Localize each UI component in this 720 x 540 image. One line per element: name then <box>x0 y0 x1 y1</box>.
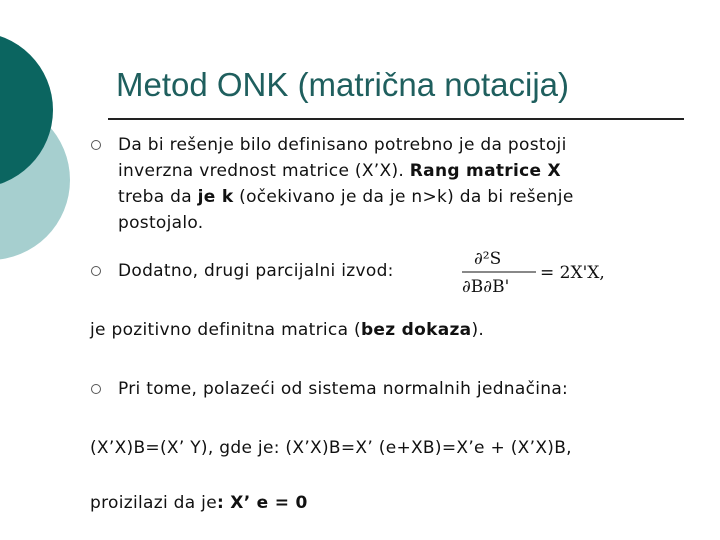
conclusion-emphasis: : X’ e = 0 <box>216 493 308 513</box>
k-emphasis: je k <box>197 187 234 207</box>
bullet-2-text: Dodatno, drugi parcijalni izvod: <box>118 261 394 281</box>
bullet-marker-1 <box>91 140 101 150</box>
paragraph-positive-definite: je pozitivno definitna matrica (bez dokaza). <box>90 320 485 340</box>
rank-emphasis: Rang matrice X <box>409 161 561 181</box>
bullet-3-text: Pri tome, polazeći od sistema normalnih jednačina: <box>118 379 569 399</box>
bullet-1-line-3: treba da je k (očekivano je da je n>k) da bi rešenje <box>118 187 574 207</box>
no-proof-emphasis: bez dokaza <box>360 320 472 340</box>
formula-denominator: ∂B∂B' <box>462 277 510 297</box>
second-derivative-formula <box>460 244 620 300</box>
formula-numerator: ∂²S <box>474 249 502 269</box>
paragraph-conclusion: proizilazi da je: X’ e = 0 <box>90 493 308 513</box>
bullet-marker-2 <box>91 266 101 276</box>
title-underline <box>108 118 684 120</box>
bullet-marker-3 <box>91 384 101 394</box>
decorative-circles <box>0 0 80 300</box>
bullet-1-line-4: postojalo. <box>118 213 204 233</box>
bullet-1-line-1: Da bi rešenje bilo definisano potrebno je da postoji <box>118 135 567 155</box>
bullet-1-text <box>118 132 574 236</box>
formula-rhs: = 2X'X, <box>540 263 605 283</box>
paragraph-normal-equations: (X’X)B=(X’ Y), gde je: (X’X)B=X’ (e+XB)=X’e + (X’X)B, <box>90 438 572 458</box>
slide-title: Metod ONK (matrična notacija) <box>116 66 569 103</box>
bullet-1-line-2: inverzna vrednost matrice (X’X). Rang matrice X <box>118 161 561 181</box>
